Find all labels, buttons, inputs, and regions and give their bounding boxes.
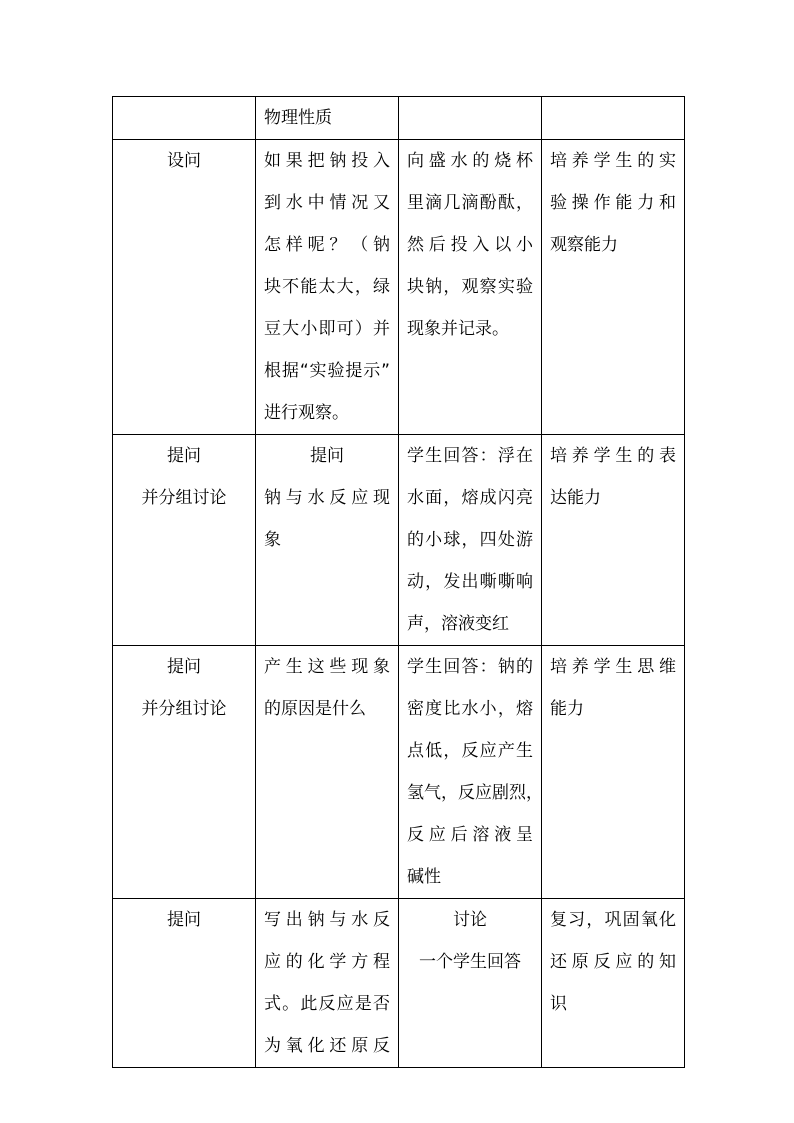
cell-text: 产生这些现象 [264,657,390,677]
cell-text: 应的化学方程 [264,952,390,972]
cell-text: 里滴几滴酚酞， [407,193,533,213]
table-cell [113,435,256,646]
table-cell [542,435,685,646]
cell-text: 学生回答：浮在 [407,446,533,466]
cell-text: 反应后溶液呈 [407,825,533,845]
table-row [113,646,685,899]
table-cell [542,140,685,435]
cell-text: 还原反应的知 [550,952,676,972]
cell-text: 培养学生的实 [550,151,676,171]
cell-text: 水面，熔成闪亮 [407,488,533,508]
cell-text: 提问 [167,446,201,466]
cell-text: 识 [550,994,567,1014]
cell-text: 提问 [167,657,201,677]
table-row [113,97,685,140]
cell-text: 一个学生回答 [419,952,521,972]
cell-text: 点低，反应产生 [407,741,533,761]
table-cell [399,899,542,1068]
cell-text: 根据“实验提示” [264,361,390,381]
table-cell [256,899,399,1068]
cell-text: 象 [264,530,281,550]
cell-text: 达能力 [550,488,601,508]
cell-text: 的小球，四处游 [407,530,533,550]
table-cell [399,140,542,435]
cell-text: 钠与水反应现 [264,488,390,508]
table-row [113,899,685,1068]
cell-text: 动，发出嘶嘶响 [407,572,533,592]
cell-text: 讨论 [453,910,487,930]
cell-text: 向盛水的烧杯 [407,151,533,171]
table-cell [256,140,399,435]
cell-text: 并分组讨论 [141,699,227,719]
table-cell [113,140,256,435]
table-cell [113,97,256,140]
cell-text: 能力 [550,699,584,719]
cell-text: 观察能力 [550,235,618,255]
cell-text: 碱性 [407,867,441,887]
cell-text: 验操作能力和 [550,193,676,213]
cell-text: 培养学生思维 [550,657,676,677]
cell-text: 的原因是什么 [264,699,366,719]
cell-text: 学生回答：钠的 [407,657,533,677]
table-cell [399,97,542,140]
cell-text: 培养学生的表 [550,446,676,466]
lesson-plan-table [112,96,685,1068]
cell-text: 物理性质 [264,108,332,128]
cell-text: 复习，巩固氧化 [550,910,676,930]
table-cell [256,435,399,646]
cell-text: 块钠，观察实验 [407,277,533,297]
table-cell [113,899,256,1068]
cell-text: 块不能太大，绿 [264,277,390,297]
cell-text: 到水中情况又 [264,193,390,213]
table-cell [399,646,542,899]
table-cell [542,97,685,140]
table-cell [542,646,685,899]
cell-text: 提问 [167,910,201,930]
cell-text: 并分组讨论 [141,488,227,508]
table-cell [542,899,685,1068]
cell-text: 如果把钠投入 [264,151,390,171]
cell-text: 式。此反应是否 [264,994,390,1014]
table-cell [399,435,542,646]
cell-text: 然后投入以小 [407,235,533,255]
cell-text: 进行观察。 [264,403,349,423]
table-cell [256,646,399,899]
table-cell [113,646,256,899]
table-row [113,140,685,435]
cell-text: 密度比水小，熔 [407,699,533,719]
cell-text: 设问 [167,151,201,171]
cell-text: 为氧化还原反 [264,1036,390,1056]
table-row [113,435,685,646]
cell-text: 提问 [310,446,344,466]
cell-text: 现象并记录。 [407,319,509,339]
cell-text: 氢气，反应剧烈， [407,783,543,803]
cell-text: 声，溶液变红 [407,614,509,634]
cell-text: 怎样呢？（钠 [264,235,390,255]
cell-text: 写出钠与水反 [264,910,390,930]
cell-text: 豆大小即可）并 [264,319,390,339]
table-cell [256,97,399,140]
